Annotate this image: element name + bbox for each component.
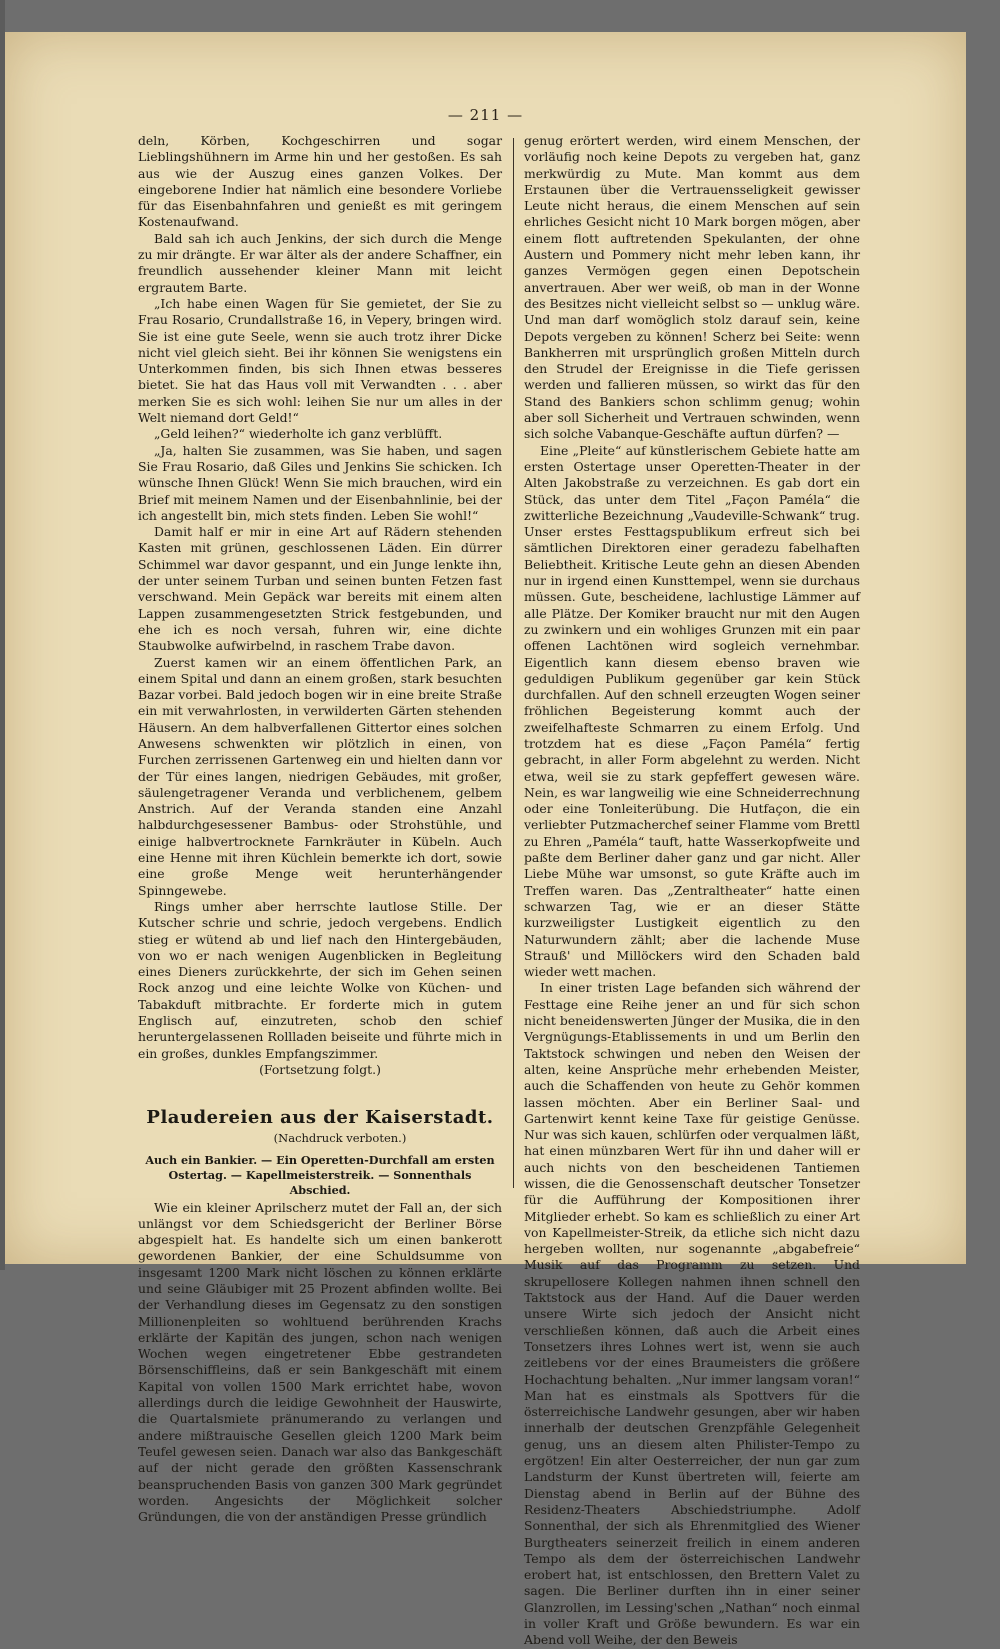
article-title: Plaudereien aus der Kaiserstadt. — [146, 1107, 494, 1129]
page-number: — 211 — — [447, 106, 524, 124]
paragraph: Eine „Pleite“ auf künstlerischem Gebiete hatte am ersten Ostertage unser Operetten-Theater in der Alten Jakobstraße zu verzeichnen. Es gab dort ein Stück, das unter dem Titel „Façon Paméla“ die zwitterliche Bezeichnung „Vaudeville-Schwank“ trug. Unser erstes Festtagspublikum erfreut sich bei sämtlichen Direktoren einer geradezu fabelhaften Beliebtheit. Kritische Leute gehn an diesen Abenden nur in irgend einen Kunsttempel, wenn sie durchaus müssen. Gute, bescheidene, lachlustige Lämmer auf alle Plätze. Der Komiker braucht nur mit den Augen zu zwinkern und ein wohliges Grunzen mit ein paar offenen Lachtönen wird sogleich vernehmbar. Eigentlich kann diesem ebenso braven wie geduldigen Publikum gegenüber gar kein Stück durchfallen. Auf den schnell erzeugten Wogen seiner fröhlichen Begeisterung kommt auch der zweifelhafteste Schmarren zu einem Erfolg. Und trotzdem hat es diese „Façon Paméla“ fertig gebracht, in aller Form abgelehnt zu werden. Nicht etwa, weil sie zu stark gepfeffert gewesen wäre. Nein, es war langweilig wie eine Schneiderrechnung oder eine Tonleiterübung. Die Hutfaçon, die ein verliebter Putzmacherchef seiner Flamme vom Brettl zu Ehren „Paméla“ tauft, hatte Wasserkopfweite und paßte dem Berliner daher ganz und gar nicht. Aller Liebe Mühe war umsonst, so gute Kräfte auch im Treffen waren. Das „Zentraltheater“ hatte einen schwarzen Tag, wie er an dieser Stätte kurzweiligster Lustigkeit eigentlich zu den Naturwundern zählt; aber die lachende Muse Strauß' und Millöckers wird den Schaden bald wieder wett machen. — [524, 442, 860, 980]
right-column — [524, 133, 861, 1648]
paragraph: Rings umher aber herrschte lautlose Stille. Der Kutscher schrie und schrie, jedoch vergebens. Endlich stieg er wütend ab und lief nach den Hintergebäuden, von wo er nach wenigen Augenblicken in Begleitung eines Dieners zurückkehrte, der sich im Gehen seinen Rock anzog und eine leichte Wolke von Küchen- und Tabakduft mitbrachte. Er forderte mich in gutem Englisch auf, einzutreten, schob den schief heruntergelassenen Rollladen beiseite und führte mich in ein großes, dunkles Empfangszimmer. — [138, 898, 502, 1061]
newspaper-page — [5, 32, 966, 1648]
reprint-note: (Nachdruck verboten.) — [273, 1131, 407, 1146]
paragraph: Bald sah ich auch Jenkins, der sich durch die Menge zu mir drängte. Er war älter als der andere Schaffner, ein freundlich aussehender kleiner Mann mit leicht ergrautem Barte. — [138, 230, 502, 295]
article-subtitle: Auch ein Bankier. — Ein Operetten-Durchfall am ersten Ostertag. — Kapellmeisterstreik. — Sonnenthals Abschied. — [145, 1152, 495, 1197]
paragraph: „Ja, halten Sie zusammen, was Sie haben, und sagen Sie Frau Rosario, daß Giles und Jenkins Sie schicken. Ich wünsche Ihnen Glück! Wenn Sie mich brauchen, wird ein Brief mit meinem Namen und der Eisenbahnlinie, bei der ich angestellt bin, mich stets finden. Leben Sie wohl!“ — [138, 442, 502, 523]
paragraph: „Geld leihen?“ wiederholte ich ganz verblüfft. — [154, 426, 443, 442]
paragraph: deln, Körben, Kochgeschirren und sogar Lieblingshühnern im Arme hin und her gestoßen. Es sah aus wie der Auszug eines ganzen Volkes. Der eingeborene Indier hat nämlich eine besondere Vorliebe für das Eisenbahnfahren und genießt es mit geringem Kostenaufwand. — [138, 133, 502, 230]
paragraph: In einer tristen Lage befanden sich während der Festtage eine Reihe jener an und für sich schon nicht beneidenswerten Jünger der Musika, die in den Vergnügungs-Etablissements in und um Berlin den Taktstock schwingen und neben den Weisen der alten, keine Ansprüche mehr erhebenden Meister, auch die Schaffenden von heute zu Gehör kommen lassen möchten. Aber ein Berliner Saal- und Gartenwirt kennt keine Taxe für geistige Genüsse. Nur was sich kauen, schlürfen oder verqualmen läßt, hat einen münzbaren Wert für ihn und daher will er auch nichts von den bescheidenen Tantiemen wissen, die die Genossenschaft deutscher Tonsetzer für die Aufführung der Kompositionen ihrer Mitglieder erhebt. So kam es schließlich zu einer Art von Kapellmeister-Streik, da etliche sich nicht dazu hergeben wollten, nur sogenannte „abgabefreie“ Musik auf das Programm zu setzen. Und skrupellosere Kollegen nahmen ihnen schnell den Taktstock aus der Hand. Auf die Dauer werden unsere Wirte sich jedoch der Ansicht nicht verschließen können, daß auch die Arbeit eines Tonsetzers ihres Lohnes wert ist, wenn sie auch zeitlebens vor der eines Braumeisters die größere Hochachtung behalten. „Nur immer langsam voran!“ Man hat es einstmals als Spottvers für die österreichische Landwehr gesungen, aber wir haben innerhalb der deutschen Grenzpfähle Gelegenheit genug, uns an diesem alten Philister-Tempo zu ergötzen! Ein alter Oesterreicher, der nun gar zum Landsturm der Kunst übertreten will, feierte am Dienstag abend in Berlin auf der Bühne des Residenz-Theaters Abschiedstriumphe. Adolf Sonnenthal, der sich als Ehrenmitglied des Wiener Burgtheaters seinerzeit freilich in einem anderen Tempo als dem der österreichischen Landwehr erobert hat, ist entschlossen, den Brettern Valet zu sagen. Die Berliner durften ihn in einer seiner Glanzrollen, im Lessing'schen „Nathan“ noch einmal in voller Kraft und Größe bewundern. Es war ein Abend voll Weihe, der den Beweis — [524, 980, 860, 1648]
paragraph: Wie ein kleiner Aprilscherz mutet der Fall an, der sich unlängst vor dem Schiedsgericht der Berliner Börse abgespielt hat. Es handelte sich um einen bankerott gewordenen Bankier, der eine Schuldsumme von insgesamt 1200 Mark nicht löschen zu können erklärte und seine Gläubiger mit 25 Prozent abfinden wollte. Bei der Verhandlung dieses im Gegensatz zu den sonstigen Millionenpleiten so wohltuend berührenden Krachs erklärte der Kapitän des jungen, schon nach wenigen Wochen wegen eingetretener Ebbe gestrandeten Börsenschiffleins, daß er sein Bankgeschäft mit einem Kapital von vollen 1500 Mark errichtet habe, wovon allerdings durch die leidige Gewohnheit der Hauswirte, die Quartalsmiete pränumerando zu verlangen und andere mißtrauische Gesellen gleich 1200 Mark beim Teufel gewesen seien. Danach war also das Bankgeschäft auf der nicht gerade den größten Kassenschrank beanspruchenden Basis von ganzen 300 Mark gegründet worden. Angesichts der Möglichkeit solcher Gründungen, die von der anständigen Presse gründlich — [138, 1199, 502, 1525]
continuation-note: (Fortsetzung folgt.) — [259, 1061, 381, 1077]
paragraph: „Ich habe einen Wagen für Sie gemietet, der Sie zu Frau Rosario, Crundallstraße 16, in Vepery, bringen wird. Sie ist eine gute Seele, wenn sie auch trotz ihrer Dicke nicht viel gleich sieht. Bei ihr können Sie wenigstens ein Unterkommen finden, bis sich Ihnen etwas besseres bietet. Sie hat das Haus voll mit Verwandten . . . aber merken Sie es sich wohl: leihen Sie nur um alles in der Welt niemand dort Geld!“ — [138, 295, 502, 426]
paragraph: genug erörtert werden, wird einem Menschen, der vorläufig noch keine Depots zu vergeben hat, ganz merkwürdig zu Mute. Man kommt aus dem Erstaunen über die Vertrauensseligkeit gewisser Leute nicht heraus, die einem Menschen auf sein ehrliches Gesicht nicht 10 Mark borgen mögen, aber einem flott auftretenden Spekulanten, der ohne Austern und Pommery nicht mehr leben kann, ihr ganzes Vermögen gegen einen Depotschein anvertrauen. Aber wer weiß, ob man in der Wonne des Besitzes nicht vielleicht selbst so — unklug wäre. Und man darf womöglich stolz darauf sein, keine Depots vergeben zu können! Scherz bei Seite: wenn Bankherren mit ursprünglich großen Mitteln durch den Strudel der Ereignisse in die Tiefe gerissen werden und fallieren müssen, so wirkt das für den Stand des Bankiers schon schlimm genug; wohin aber soll Sicherheit und Vertrauen schwinden, wenn sich solche Vabanque-Geschäfte auftun dürfen? — — [524, 133, 861, 442]
paragraph: Zuerst kamen wir an einem öffentlichen Park, an einem Spital und dann an einem großen, stark besuchten Bazar vorbei. Bald jedoch bogen wir in eine breite Straße ein mit verwahrlosten, in verwilderten Gärten stehenden Häusern. An dem halbverfallenen Gittertor eines solchen Anwesens schwenkten wir plötzlich in einen, von Furchen zerrissenen Gartenweg ein und hielten dann vor der Tür eines langen, niedrigen Gebäudes, mit großer, säulengetragener Veranda und verblichenem, gelbem Anstrich. Auf der Veranda standen eine Anzahl halbdurchgesessener Bambus- oder Strohstühle, und einige halbvertrocknete Farnkräuter in Kübeln. Auch eine Henne mit ihren Küchlein bemerkte ich dort, sowie eine große Menge weit herunterhängender Spinngewebe. — [138, 654, 502, 898]
paragraph: Damit half er mir in eine Art auf Rädern stehenden Kasten mit grünen, geschlossenen Läden. Ein dürrer Schimmel war davor gespannt, und ein Junge lenkte ihn, der unter seinem Turban und seinen bunten Fetzen fast verschwand. Mein Gepäck war bereits mit einem alten Lappen zusammengesetzten Strick festgebunden, und ehe ich es noch versah, fuhren wir, eine dichte Staubwolke aufwirbelnd, in raschem Trabe davon. — [138, 524, 502, 654]
left-column — [138, 133, 502, 1525]
column-divider — [513, 138, 514, 1188]
